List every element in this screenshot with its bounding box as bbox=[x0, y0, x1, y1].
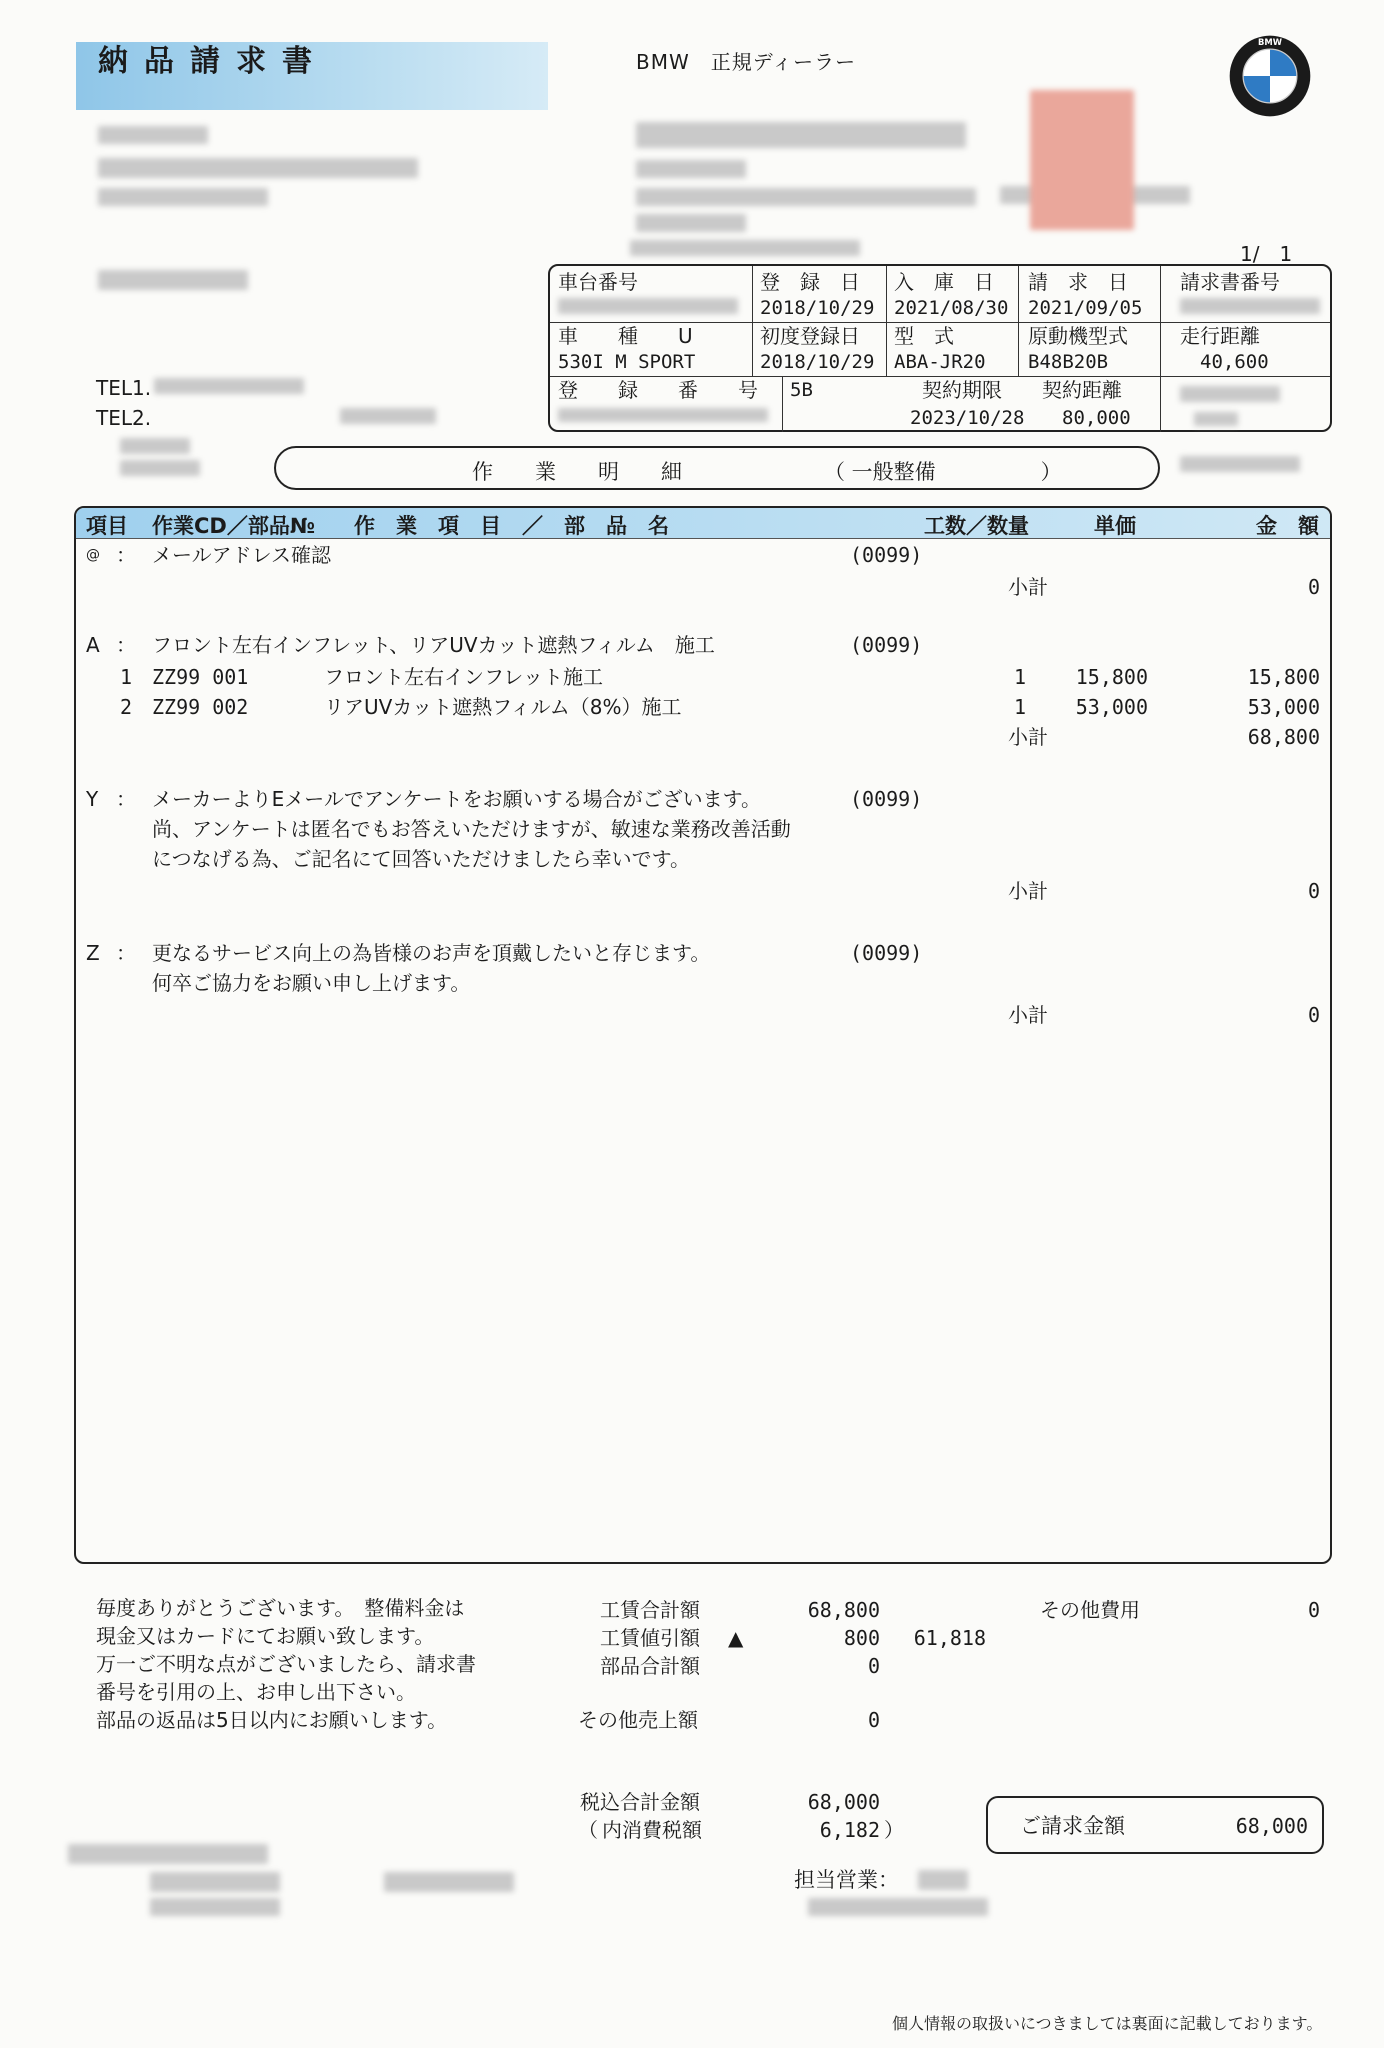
bmw-logo bbox=[1228, 34, 1312, 118]
labor-total-label: 工賃合計額 bbox=[600, 1598, 700, 1622]
tax-label: 内消費税額 bbox=[602, 1818, 702, 1842]
redacted-block bbox=[150, 1898, 280, 1916]
section-title: 更なるサービス向上の為皆様のお声を頂戴したいと存じます。 bbox=[152, 941, 711, 965]
notice-line: 毎度ありがとうございます。 整備料金は bbox=[96, 1596, 465, 1620]
invoice-date: 2021/09/05 bbox=[1028, 297, 1143, 319]
page-number: 1/ 1 bbox=[1240, 242, 1293, 266]
section-key: Y bbox=[86, 787, 99, 811]
redacted-block bbox=[98, 270, 248, 290]
tax-amount: 6,182 bbox=[819, 1818, 880, 1842]
notice-line: 番号を引用の上、お申し出下さい。 bbox=[96, 1680, 416, 1704]
line-code: ZZ99 001 bbox=[152, 665, 249, 689]
engine: B48B20B bbox=[1028, 351, 1109, 373]
reg-date: 2018/10/29 bbox=[760, 297, 875, 319]
other-cost: 0 bbox=[1307, 1598, 1320, 1622]
labor-total: 68,800 bbox=[807, 1598, 880, 1622]
mileage: 40,600 bbox=[1200, 351, 1269, 373]
section-code: (0099) bbox=[850, 787, 923, 811]
privacy-notice: 個人情報の取扱いにつきましては裏面に記載しております。 bbox=[892, 2014, 1323, 2033]
engine-label: 原動機型式 bbox=[1028, 324, 1128, 348]
section-key: Z bbox=[86, 941, 100, 965]
labor-discount-label: 工賃値引額 bbox=[600, 1626, 700, 1650]
document-title: 納品請求書 bbox=[98, 44, 328, 79]
vehicle-info-grid bbox=[548, 264, 1332, 432]
reg-date-label: 登 録 日 bbox=[760, 270, 860, 294]
section-code: (0099) bbox=[850, 543, 923, 567]
title-band bbox=[76, 42, 548, 110]
line-name: リアUVカット遮熱フィルム（8%）施工 bbox=[324, 695, 682, 719]
section-title: フロント左右インフレット、リアUVカット遮熱フィルム 施工 bbox=[152, 633, 715, 657]
section-sep: ： bbox=[116, 543, 136, 567]
plate-suffix: 5B bbox=[790, 379, 813, 401]
header-amount: 金 額 bbox=[1256, 514, 1319, 538]
subtotal-label: 小計 bbox=[1008, 879, 1048, 903]
line-no: 1 bbox=[120, 665, 133, 689]
redacted-block bbox=[68, 1844, 268, 1864]
tel1-label: TEL1. bbox=[96, 376, 152, 400]
redacted-block bbox=[636, 214, 746, 232]
line-unit-price: 53,000 bbox=[1075, 695, 1148, 719]
billing-amount: 68,000 bbox=[1235, 1814, 1308, 1838]
contract-limit-label: 契約期限 bbox=[922, 378, 1002, 402]
redacted-block bbox=[1180, 456, 1300, 472]
mileage-label: 走行距離 bbox=[1180, 324, 1260, 348]
first-reg-label: 初度登録日 bbox=[760, 324, 860, 348]
section-code: (0099) bbox=[850, 633, 923, 657]
type-label: 型 式 bbox=[894, 324, 954, 348]
work-items-table bbox=[74, 506, 1332, 1564]
redacted-block bbox=[636, 188, 976, 206]
contract-distance: 80,000 bbox=[1062, 407, 1131, 429]
line-qty: 1 bbox=[1013, 665, 1026, 689]
invoice-no-label: 請求書番号 bbox=[1180, 270, 1280, 294]
redacted-block bbox=[98, 158, 418, 178]
line-name: フロント左右インフレット施工 bbox=[324, 665, 603, 689]
line-no: 2 bbox=[120, 695, 133, 719]
other-sales-label: その他売上額 bbox=[578, 1708, 698, 1732]
line-amount: 15,800 bbox=[1247, 665, 1320, 689]
dealer-stamp bbox=[1030, 90, 1134, 230]
section-key: A bbox=[86, 633, 100, 657]
header-name: 作 業 項 目 ／ 部 品 名 bbox=[354, 514, 669, 538]
section-sep: ： bbox=[116, 941, 136, 965]
billing-total-box bbox=[986, 1796, 1324, 1854]
tel2-label: TEL2. bbox=[96, 406, 152, 430]
header-code: 作業CD／部品№ bbox=[152, 514, 316, 538]
contract-distance-label: 契約距離 bbox=[1042, 378, 1122, 402]
line-code: ZZ99 002 bbox=[152, 695, 249, 719]
header-item: 項目 bbox=[86, 514, 128, 538]
redacted-block bbox=[1180, 386, 1280, 402]
section-code: (0099) bbox=[850, 941, 923, 965]
section-sep: ： bbox=[116, 633, 136, 657]
work-details-label: 作 業 明 細 bbox=[472, 460, 682, 484]
dealer-label: BMW 正規ディーラー bbox=[636, 50, 857, 74]
first-reg: 2018/10/29 bbox=[760, 351, 875, 373]
other-sales: 0 bbox=[867, 1708, 880, 1732]
subtotal-value: 0 bbox=[1307, 879, 1320, 903]
section-title: メールアドレス確認 bbox=[152, 543, 331, 567]
redacted-block bbox=[150, 1872, 280, 1892]
notice-line: 現金又はカードにてお願い致します。 bbox=[96, 1624, 435, 1648]
chassis-label: 車台番号 bbox=[558, 270, 638, 294]
model-label: 車 種 U bbox=[558, 324, 693, 348]
subtotal-value: 0 bbox=[1307, 1003, 1320, 1027]
notice-line: 万一ご不明な点がございましたら、請求書 bbox=[96, 1652, 476, 1676]
entry-date-label: 入 庫 日 bbox=[894, 270, 994, 294]
subtotal-label: 小計 bbox=[1008, 725, 1048, 749]
work-type: （ 一般整備 ） bbox=[824, 460, 1062, 484]
line-qty: 1 bbox=[1013, 695, 1026, 719]
billing-label: ご請求金額 bbox=[1020, 1814, 1125, 1838]
tax-incl-total: 68,000 bbox=[807, 1790, 880, 1814]
section-line: 尚、アンケートは匿名でもお答えいただけますが、敏速な業務改善活動 bbox=[152, 817, 791, 841]
redacted-block bbox=[120, 460, 200, 476]
redacted-block bbox=[918, 1870, 968, 1890]
model: 530I M SPORT bbox=[558, 351, 696, 373]
section-sep: ： bbox=[116, 787, 136, 811]
labor-discount: 800 bbox=[843, 1626, 880, 1650]
redacted-block bbox=[558, 298, 738, 314]
labor-net: 61,818 bbox=[913, 1626, 986, 1650]
subtotal-value: 0 bbox=[1307, 575, 1320, 599]
redacted-block bbox=[120, 438, 190, 454]
table-header bbox=[76, 508, 1330, 539]
redacted-block bbox=[98, 126, 208, 144]
invoice-date-label: 請 求 日 bbox=[1028, 270, 1128, 294]
tax-open-paren: （ bbox=[578, 1818, 598, 1842]
redacted-block bbox=[630, 240, 860, 256]
redacted-block bbox=[154, 378, 304, 394]
svg-text:BMW: BMW bbox=[1258, 36, 1282, 47]
redacted-block bbox=[558, 408, 768, 422]
contract-limit: 2023/10/28 bbox=[910, 407, 1025, 429]
subtotal-label: 小計 bbox=[1008, 575, 1048, 599]
section-title: メーカーよりEメールでアンケートをお願いする場合がございます。 bbox=[152, 787, 762, 811]
redacted-block bbox=[636, 160, 746, 178]
discount-mark: ▲ bbox=[728, 1626, 744, 1650]
plate-label: 登 録 番 号 bbox=[558, 378, 758, 402]
section-line: 何卒ご協力をお願い申し上げます。 bbox=[152, 971, 471, 995]
sales-rep-label: 担当営業： bbox=[794, 1868, 899, 1892]
redacted-block bbox=[808, 1898, 988, 1916]
tax-close-paren: ） bbox=[884, 1818, 904, 1842]
type: ABA-JR20 bbox=[894, 351, 986, 373]
tax-incl-total-label: 税込合計金額 bbox=[580, 1790, 700, 1814]
line-unit-price: 15,800 bbox=[1075, 665, 1148, 689]
redacted-block bbox=[636, 122, 966, 148]
redacted-block bbox=[1180, 298, 1320, 314]
entry-date: 2021/08/30 bbox=[894, 297, 1009, 319]
work-details-banner bbox=[274, 446, 1160, 490]
redacted-block bbox=[340, 408, 436, 424]
parts-total-label: 部品合計額 bbox=[600, 1654, 700, 1678]
redacted-block bbox=[1194, 412, 1238, 426]
redacted-block bbox=[98, 188, 268, 206]
redacted-block bbox=[384, 1872, 514, 1892]
other-cost-label: その他費用 bbox=[1040, 1598, 1140, 1622]
parts-total: 0 bbox=[867, 1654, 880, 1678]
line-amount: 53,000 bbox=[1247, 695, 1320, 719]
header-qty: 工数／数量 bbox=[924, 514, 1029, 538]
subtotal-label: 小計 bbox=[1008, 1003, 1048, 1027]
notice-line: 部品の返品は5日以内にお願いします。 bbox=[96, 1708, 448, 1732]
section-key: @ bbox=[86, 547, 100, 563]
section-line: につなげる為、ご記名にて回答いただけましたら幸いです。 bbox=[152, 847, 690, 871]
subtotal-value: 68,800 bbox=[1247, 725, 1320, 749]
header-unit: 単価 bbox=[1094, 514, 1136, 538]
